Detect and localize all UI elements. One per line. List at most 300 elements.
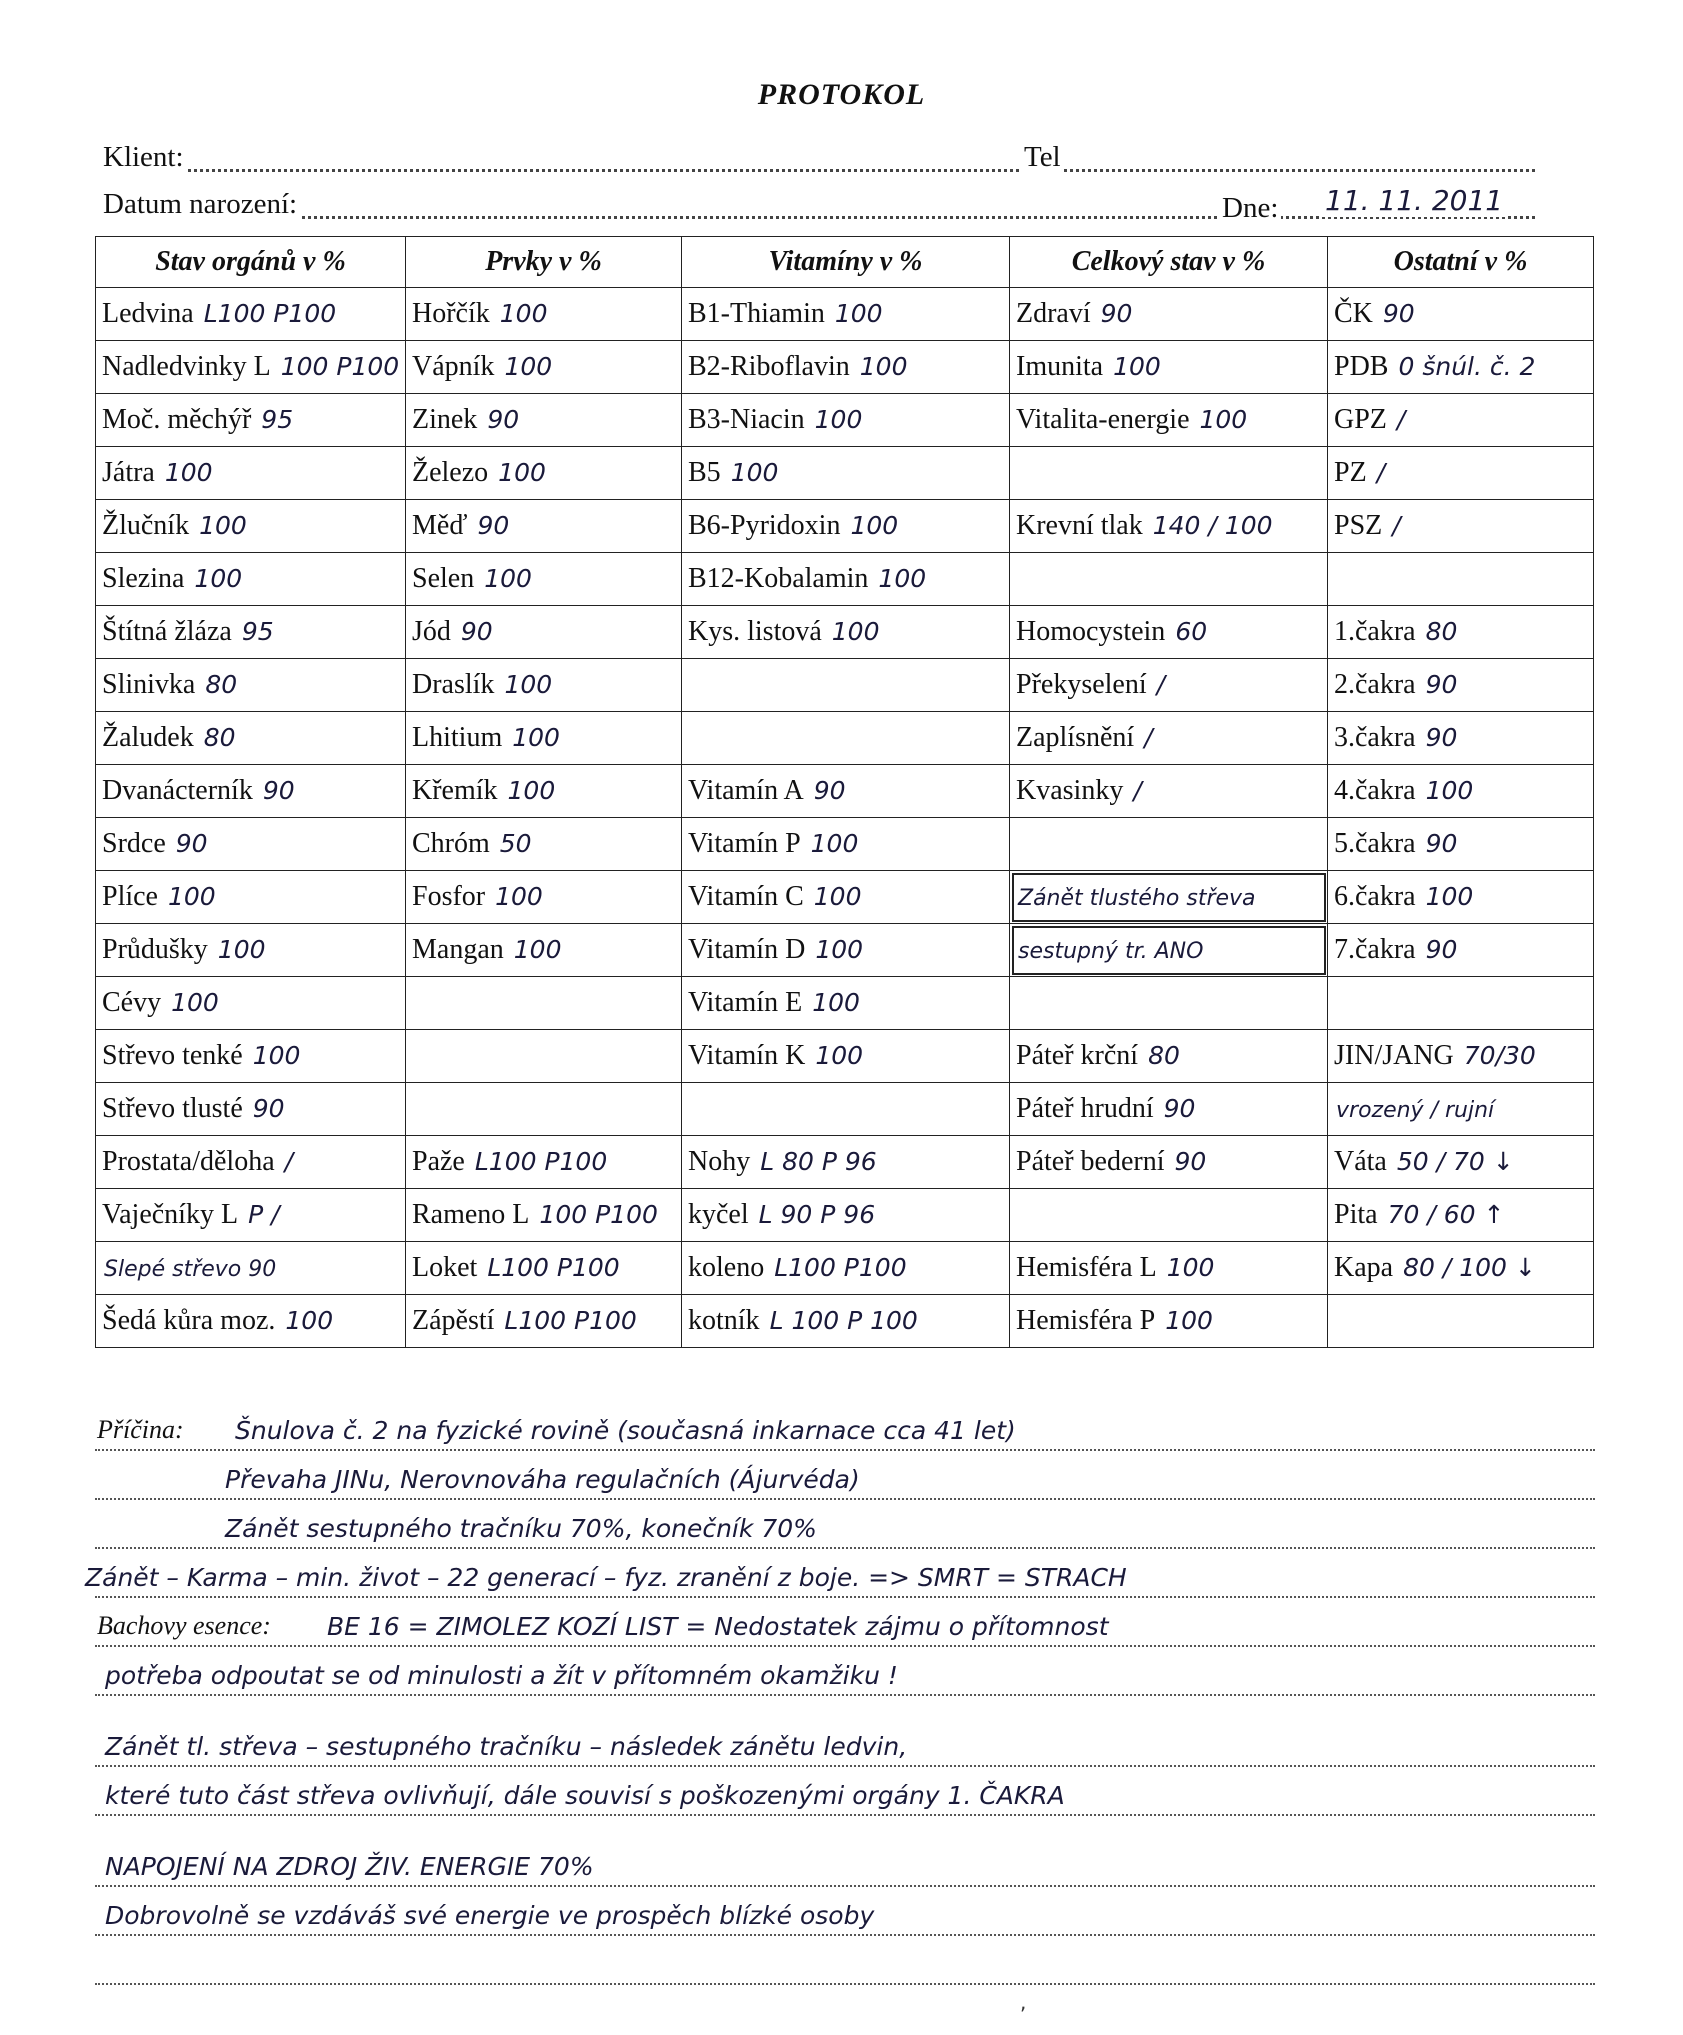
cell-value: 95 xyxy=(261,405,294,434)
cell-value: 100 xyxy=(199,511,247,540)
cell-label: Překyselení xyxy=(1016,669,1147,700)
table-cell xyxy=(1010,1030,1328,1083)
cell-label: Váta xyxy=(1334,1146,1387,1177)
notes-section xyxy=(85,1402,1595,1985)
cell-label: PSZ xyxy=(1334,510,1383,541)
table-cell xyxy=(406,924,682,977)
cell-label: Chróm xyxy=(412,828,490,859)
table-cell xyxy=(682,1189,1010,1242)
cell-value: 100 xyxy=(730,458,779,487)
table-cell xyxy=(1010,288,1328,341)
cell-label: Střevo tlusté xyxy=(102,1093,243,1124)
note-text: které tuto část střeva ovlivňují, dále souvisí s poškozenými orgány 1. ČAKRA xyxy=(105,1781,1065,1810)
table-cell xyxy=(1328,977,1594,1030)
cell-value: 100 xyxy=(504,352,553,381)
table-cell xyxy=(406,606,682,659)
cell-label: Zápěstí xyxy=(412,1305,495,1336)
cell-value: 70/30 xyxy=(1463,1041,1536,1070)
cell-label: Páteř hrudní xyxy=(1016,1093,1154,1124)
note-line xyxy=(95,1402,1595,1451)
cell-value: 80 xyxy=(1148,1041,1180,1070)
table-row xyxy=(96,1136,1594,1189)
cell-label: kotník xyxy=(688,1305,760,1336)
cell-value: 100 xyxy=(815,1041,864,1070)
table-cell xyxy=(96,977,406,1030)
cell-value: 100 xyxy=(495,882,543,911)
cell-value: P / xyxy=(248,1200,280,1229)
table-cell xyxy=(1328,1242,1594,1295)
cell-label: B2-Riboflavin xyxy=(688,351,850,382)
cell-label: 6.čakra xyxy=(1334,881,1416,912)
table-cell xyxy=(1328,341,1594,394)
cell-label: Hořčík xyxy=(412,298,490,329)
note-line xyxy=(95,1598,1595,1647)
table-row xyxy=(96,341,1594,394)
cell-value: 100 xyxy=(834,299,883,328)
cell-label: Kvasinky xyxy=(1016,775,1124,806)
cell-value: 80 / 100 ↓ xyxy=(1403,1253,1536,1282)
cell-label: Kapa xyxy=(1334,1252,1394,1283)
cell-label: Imunita xyxy=(1016,351,1104,382)
table-cell xyxy=(682,553,1010,606)
cell-value: 90 xyxy=(1100,299,1133,328)
table-row xyxy=(96,712,1594,765)
pricina-label: Příčina: xyxy=(97,1415,190,1445)
table-cell xyxy=(406,447,682,500)
table-row xyxy=(96,500,1594,553)
cell-value: / xyxy=(1133,776,1142,805)
cell-value: 80 xyxy=(203,723,236,752)
cell-label: 5.čakra xyxy=(1334,828,1416,859)
table-cell xyxy=(1010,977,1328,1030)
cell-label: 4.čakra xyxy=(1334,775,1416,806)
table-row xyxy=(96,394,1594,447)
table-cell xyxy=(1328,1083,1594,1136)
table-row xyxy=(96,1083,1594,1136)
table-cell xyxy=(1328,1189,1594,1242)
cell-value: 80 xyxy=(205,670,238,699)
table-row xyxy=(96,659,1594,712)
cell-label: Křemík xyxy=(412,775,498,806)
cell-label: Železo xyxy=(412,457,489,488)
cell-label: Zdraví xyxy=(1016,298,1091,329)
table-cell xyxy=(406,871,682,924)
note-line xyxy=(95,1767,1595,1816)
table-cell xyxy=(682,1242,1010,1295)
cell-value: Slepé střevo 90 xyxy=(104,1257,277,1282)
cell-value: 100 xyxy=(217,935,266,964)
cell-label: GPZ xyxy=(1334,404,1387,435)
note-line xyxy=(95,1718,1595,1767)
table-row xyxy=(96,1030,1594,1083)
table-cell xyxy=(1010,1083,1328,1136)
note-line xyxy=(85,1549,1595,1598)
table-cell xyxy=(682,1030,1010,1083)
table-cell xyxy=(1010,712,1328,765)
table-cell xyxy=(406,765,682,818)
cell-value: L100 P100 xyxy=(774,1253,907,1282)
cell-value: 90 xyxy=(1425,723,1458,752)
note-line xyxy=(95,1838,1595,1887)
table-cell xyxy=(682,659,1010,712)
cell-label: Šedá kůra moz. xyxy=(102,1305,276,1336)
cell-label: Hemisféra L xyxy=(1016,1252,1157,1283)
table-cell xyxy=(96,394,406,447)
cell-label: Loket xyxy=(412,1252,478,1283)
note-line xyxy=(95,1451,1595,1500)
cell-label: B3-Niacin xyxy=(688,404,805,435)
cell-value: 100 xyxy=(498,458,546,487)
bachovy-label: Bachovy esence: xyxy=(97,1611,277,1641)
note-text: NAPOJENÍ NA ZDROJ ŽIV. ENERGIE 70% xyxy=(105,1852,594,1881)
cell-label: Moč. měchýř xyxy=(102,404,252,435)
table-row xyxy=(96,447,1594,500)
table-cell xyxy=(1328,659,1594,712)
table-row xyxy=(96,288,1594,341)
table-cell xyxy=(96,1136,406,1189)
table-cell xyxy=(1010,1242,1328,1295)
cell-value: Zánět tlustého střeva xyxy=(1018,886,1256,911)
cell-label: Vitamín D xyxy=(688,934,806,965)
cell-value: / xyxy=(1156,670,1166,699)
table-cell xyxy=(96,1083,406,1136)
cell-label: Páteř krční xyxy=(1016,1040,1139,1071)
cell-label: B12-Kobalamin xyxy=(688,563,869,594)
table-row xyxy=(96,553,1594,606)
cell-value: 100 xyxy=(194,564,243,593)
table-cell xyxy=(1328,1030,1594,1083)
cell-value: 100 xyxy=(859,352,908,381)
cell-value: L100 P100 xyxy=(474,1147,608,1176)
table-cell xyxy=(406,1295,682,1348)
cell-value: L100 P100 xyxy=(487,1253,620,1282)
table-cell xyxy=(96,553,406,606)
cell-value: 100 xyxy=(512,723,560,752)
table-cell xyxy=(1010,818,1328,871)
note-line xyxy=(95,1647,1595,1696)
cell-label: Zinek xyxy=(412,404,478,435)
table-cell xyxy=(1328,1136,1594,1189)
cell-value: 90 xyxy=(1382,299,1415,328)
table-cell xyxy=(96,1242,406,1295)
table-row xyxy=(96,924,1594,977)
table-body xyxy=(96,288,1594,1348)
cell-value: 100 xyxy=(168,882,216,911)
cell-value: 80 xyxy=(1425,617,1458,646)
cell-value: 100 xyxy=(1113,352,1161,381)
cell-value: 90 xyxy=(1425,935,1458,964)
cell-label: ČK xyxy=(1334,298,1373,329)
table-cell xyxy=(1328,288,1594,341)
cell-label: Vaječníky L xyxy=(102,1199,239,1230)
table-cell xyxy=(1328,553,1594,606)
table-row xyxy=(96,606,1594,659)
cell-value: 90 xyxy=(477,511,510,540)
cell-label: Zaplísnění xyxy=(1016,722,1135,753)
note-text: Zánět tl. střeva – sestupného tračníku – následek zánětu ledvin, xyxy=(105,1732,908,1761)
cell-label: 1.čakra xyxy=(1334,616,1416,647)
cell-value: 50 / 70 ↓ xyxy=(1396,1147,1514,1176)
table-cell xyxy=(682,341,1010,394)
cell-value: 90 xyxy=(1174,1147,1207,1176)
cell-label: Žlučník xyxy=(102,510,190,541)
table-cell xyxy=(96,1189,406,1242)
cell-label: Ledvina xyxy=(102,298,194,329)
cell-value: 100 xyxy=(252,1041,301,1070)
cell-label: Střevo tenké xyxy=(102,1040,243,1071)
table-row xyxy=(96,871,1594,924)
cell-label: B5 xyxy=(688,457,721,488)
table-cell xyxy=(96,924,406,977)
cell-label: JIN/JANG xyxy=(1334,1040,1454,1071)
cell-label: Vitalita-energie xyxy=(1016,404,1190,435)
cell-label: PDB xyxy=(1334,351,1389,382)
table-cell xyxy=(682,447,1010,500)
cell-value: 100 xyxy=(484,564,532,593)
header-stav-organu: Stav orgánů v % xyxy=(96,237,406,288)
cell-value: 100 xyxy=(499,299,548,328)
table-row xyxy=(96,977,1594,1030)
table-row xyxy=(96,1295,1594,1348)
header-celkovy-stav: Celkový stav v % xyxy=(1010,237,1328,288)
cell-label: Měď xyxy=(412,510,468,541)
cell-value: 70 / 60 ↑ xyxy=(1387,1200,1505,1229)
table-cell xyxy=(1010,500,1328,553)
table-cell xyxy=(682,871,1010,924)
table-cell xyxy=(406,1189,682,1242)
cell-value: 95 xyxy=(241,617,274,646)
table-cell xyxy=(406,341,682,394)
cell-label: Kys. listová xyxy=(688,616,822,647)
table-cell xyxy=(1010,659,1328,712)
table-cell xyxy=(1010,341,1328,394)
note-text: Zánět sestupného tračníku 70%, konečník 70% xyxy=(225,1514,817,1543)
cell-label: Průdušky xyxy=(102,934,208,965)
cell-label: 7.čakra xyxy=(1334,934,1416,965)
table-cell xyxy=(406,1083,682,1136)
header-prvky: Prvky v % xyxy=(406,237,682,288)
klient-label: Klient: xyxy=(103,141,188,174)
cell-label: Cévy xyxy=(102,987,162,1018)
table-row xyxy=(96,1189,1594,1242)
table-cell xyxy=(406,977,682,1030)
cell-value: 90 xyxy=(1425,670,1458,699)
cell-value: 100 xyxy=(164,458,213,487)
cell-label: Vitamín C xyxy=(688,881,804,912)
dne-label: Dne: xyxy=(1219,192,1281,225)
cell-label: Plíce xyxy=(102,881,158,912)
note-text: Šnulova č. 2 na fyzické rovině (současná inkarnace cca 41 let) xyxy=(235,1416,1016,1445)
cell-label: Srdce xyxy=(102,828,166,859)
table-cell xyxy=(96,606,406,659)
cell-value: / xyxy=(1392,511,1401,540)
cell-value: 90 xyxy=(487,405,520,434)
note-line xyxy=(95,1887,1595,1936)
table-cell xyxy=(96,447,406,500)
cell-label: Páteř bederní xyxy=(1016,1146,1165,1177)
cell-label: Mangan xyxy=(412,934,504,965)
table-cell xyxy=(1328,394,1594,447)
table-cell xyxy=(1328,712,1594,765)
cell-label: B6-Pyridoxin xyxy=(688,510,841,541)
table-cell xyxy=(682,1083,1010,1136)
table-cell xyxy=(1010,1189,1328,1242)
table-cell xyxy=(1328,1295,1594,1348)
cell-value: 50 xyxy=(499,829,532,858)
stray-mark: , xyxy=(1020,1990,1027,2014)
cell-label: Homocystein xyxy=(1016,616,1166,647)
table-cell xyxy=(1328,606,1594,659)
cell-value: / xyxy=(1144,723,1153,752)
page-title: PROTOKOL xyxy=(757,78,926,111)
cell-value: sestupný tr. ANO xyxy=(1018,939,1204,964)
table-cell xyxy=(406,712,682,765)
table-cell xyxy=(406,1242,682,1295)
cell-value: 100 xyxy=(507,776,556,805)
table-cell xyxy=(1010,765,1328,818)
table-cell xyxy=(682,818,1010,871)
table-cell xyxy=(682,394,1010,447)
table-cell xyxy=(96,341,406,394)
table-cell xyxy=(1328,818,1594,871)
cell-label: Játra xyxy=(102,457,155,488)
table-cell xyxy=(1010,447,1328,500)
table-cell xyxy=(96,659,406,712)
cell-label: Vitamín A xyxy=(688,775,804,806)
cell-value: 90 xyxy=(813,776,846,805)
dne-value: 11. 11. 2011 xyxy=(1321,184,1507,217)
cell-value: 90 xyxy=(262,776,295,805)
note-text: BE 16 = ZIMOLEZ KOZÍ LIST = Nedostatek zájmu o přítomnost xyxy=(327,1612,1109,1641)
cell-value: 90 xyxy=(460,617,493,646)
cell-value: 100 xyxy=(1425,776,1474,805)
tel-label: Tel xyxy=(1021,141,1064,174)
table-row xyxy=(96,818,1594,871)
cell-value: 100 xyxy=(513,935,562,964)
cell-value: 100 xyxy=(171,988,219,1017)
table-cell xyxy=(682,712,1010,765)
cell-value: L 100 P 100 xyxy=(769,1306,918,1335)
table-cell xyxy=(682,977,1010,1030)
table-cell xyxy=(406,659,682,712)
cell-label: Žaludek xyxy=(102,722,194,753)
cell-value: 90 xyxy=(1163,1094,1196,1123)
table-cell xyxy=(1328,871,1594,924)
table-header-row xyxy=(96,237,1594,288)
table-cell xyxy=(682,288,1010,341)
note-text: Zánět – Karma – min. život – 22 generací – fyz. zranění z boje. => SMRT = STRACH xyxy=(85,1563,1127,1592)
cell-value: 100 xyxy=(878,564,927,593)
table-cell xyxy=(406,1030,682,1083)
table-cell xyxy=(1010,1295,1328,1348)
table-cell xyxy=(406,500,682,553)
datum-label: Datum narození: xyxy=(103,188,301,221)
table-cell xyxy=(1010,924,1328,977)
cell-label: 3.čakra xyxy=(1334,722,1416,753)
note-line xyxy=(95,1500,1595,1549)
table-cell xyxy=(96,818,406,871)
cell-value: L100 P100 xyxy=(203,299,337,328)
cell-label: Prostata/děloha xyxy=(102,1146,275,1177)
table-cell xyxy=(96,500,406,553)
cell-label: Vitamín K xyxy=(688,1040,806,1071)
cell-value: 100 xyxy=(1425,882,1474,911)
table-cell xyxy=(406,553,682,606)
cell-value: 90 xyxy=(175,829,208,858)
cell-value: / xyxy=(1396,405,1406,434)
datum-line xyxy=(103,185,1535,225)
cell-label: kyčel xyxy=(688,1199,749,1230)
cell-label: koleno xyxy=(688,1252,765,1283)
cell-label: PZ xyxy=(1334,457,1367,488)
table-cell xyxy=(96,288,406,341)
cell-value: L100 P100 xyxy=(504,1306,637,1335)
cell-value: / xyxy=(284,1147,294,1176)
table-cell xyxy=(1010,553,1328,606)
table-cell xyxy=(96,712,406,765)
cell-label: Lhitium xyxy=(412,722,503,753)
table-cell xyxy=(1328,765,1594,818)
cell-label: Štítná žláza xyxy=(102,616,232,647)
cell-value: 100 xyxy=(1199,405,1248,434)
cell-value: 90 xyxy=(1425,829,1458,858)
table-cell xyxy=(96,871,406,924)
cell-value: 90 xyxy=(252,1094,285,1123)
table-cell xyxy=(1010,606,1328,659)
cell-value: 100 xyxy=(850,511,899,540)
cell-label: B1-Thiamin xyxy=(688,298,825,329)
table-row xyxy=(96,1242,1594,1295)
table-cell xyxy=(1328,924,1594,977)
cell-label: Dvanácterník xyxy=(102,775,253,806)
cell-value: L 90 P 96 xyxy=(758,1200,876,1229)
cell-value: 100 xyxy=(813,882,862,911)
cell-value: 100 xyxy=(814,405,863,434)
cell-value: 100 xyxy=(285,1306,334,1335)
cell-value: 100 xyxy=(810,829,859,858)
cell-value: 100 xyxy=(504,670,553,699)
table-cell xyxy=(682,500,1010,553)
cell-value: vrozený / rujní xyxy=(1336,1098,1495,1123)
cell-value: 100 xyxy=(815,935,864,964)
table-cell xyxy=(406,288,682,341)
header-ostatni: Ostatní v % xyxy=(1328,237,1594,288)
cell-label: Krevní tlak xyxy=(1016,510,1143,541)
cell-label: Slinivka xyxy=(102,669,196,700)
cell-value: 60 xyxy=(1175,617,1208,646)
cell-label: Pita xyxy=(1334,1199,1378,1230)
cell-label: Vitamín P xyxy=(688,828,801,859)
note-text: Dobrovolně se vzdáváš své energie ve prospěch blízké osoby xyxy=(105,1901,875,1930)
table-cell xyxy=(96,765,406,818)
table-cell xyxy=(406,394,682,447)
protokol-table xyxy=(95,236,1594,1348)
table-cell xyxy=(682,606,1010,659)
table-cell xyxy=(682,1136,1010,1189)
table-row xyxy=(96,765,1594,818)
table-cell xyxy=(406,818,682,871)
cell-label: Jód xyxy=(412,616,451,647)
note-text: Převaha JINu, Nerovnováha regulačních (Ájurvéda) xyxy=(225,1465,860,1494)
table-cell xyxy=(1010,394,1328,447)
table-cell xyxy=(406,1136,682,1189)
cell-label: Vápník xyxy=(412,351,495,382)
cell-label: Selen xyxy=(412,563,475,594)
klient-dots xyxy=(103,169,1535,172)
cell-value: 0 šnúl. č. 2 xyxy=(1398,352,1536,381)
note-line xyxy=(95,1936,1595,1985)
cell-label: Draslík xyxy=(412,669,495,700)
